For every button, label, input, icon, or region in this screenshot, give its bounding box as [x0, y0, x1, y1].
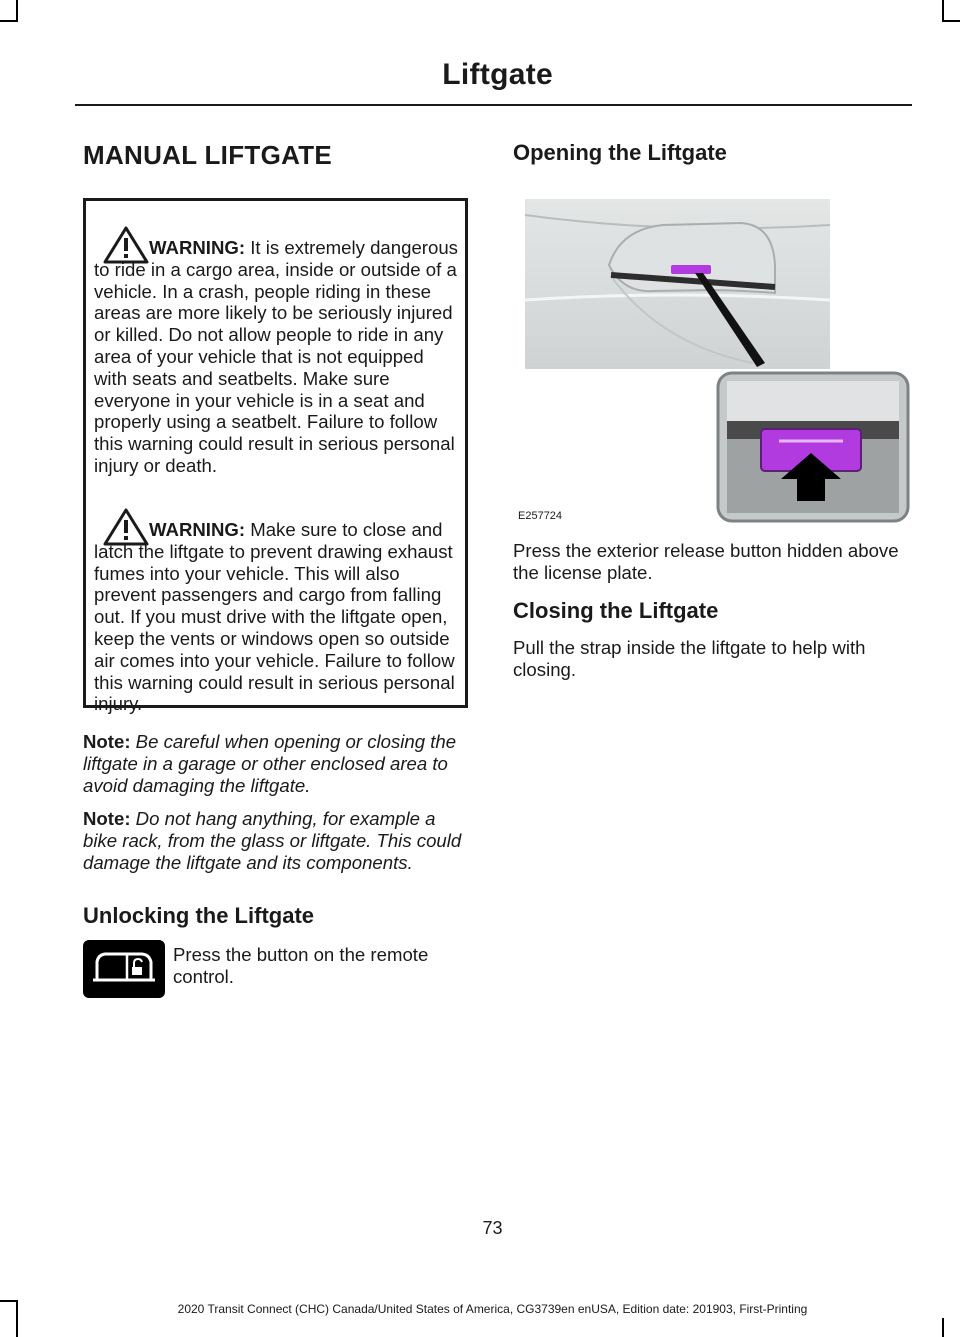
warning-text: Make sure to close and latch the liftgate to prevent drawing exhaust fumes into your vehicle. This will also prevent passengers and cargo from falling out. If you must drive with the liftgate open, keep the vents or windows open so outside air comes into your vehicle. Failure to follow this warning could result in serious personal injury.: [94, 519, 455, 715]
figure-code: E257724: [518, 510, 563, 522]
note-paragraph: [83, 808, 468, 873]
crop-mark: [942, 20, 960, 22]
opening-instruction: [513, 540, 908, 584]
crop-mark: [942, 1318, 944, 1337]
warning-triangle-icon: [102, 225, 150, 265]
warning-label: WARNING:: [149, 519, 246, 540]
left-column: [83, 140, 473, 171]
warning-text: It is extremely dangerous to ride in a cargo area, inside or outside of a vehicle. In a crash, people riding in these areas are more likely to be seriously injured or killed. Do not allow people to ride in any area of your vehicle that is not equipped with seats and seatbelts. Make sure everyone in your vehicle is in a seat and properly using a seatbelt. Failure to follow this warning could result in serious personal injury or death.: [94, 237, 458, 476]
warning-box: [83, 198, 468, 715]
unlock-heading: Unlocking the Liftgate: [83, 903, 314, 928]
crop-mark: [942, 0, 944, 22]
unlock-section: [83, 903, 314, 929]
closing-instruction: [513, 637, 908, 681]
unlock-instruction: [173, 944, 473, 988]
crop-mark: [0, 20, 18, 22]
closing-section: [513, 598, 718, 624]
crop-mark: [16, 0, 18, 22]
warning-item: [94, 237, 460, 477]
liftgate-release-illustration: [513, 195, 910, 525]
opening-heading: Opening the Liftgate: [513, 140, 727, 165]
warning-triangle-icon: [102, 507, 150, 547]
closing-heading: Closing the Liftgate: [513, 598, 719, 623]
warning-item: [94, 519, 460, 715]
page-title: Liftgate: [442, 58, 553, 91]
note-label: Note:: [83, 731, 131, 752]
note-text: Be careful when opening or closing the liftgate in a garage or other enclosed area to avoid damaging the liftgate.: [83, 731, 457, 796]
opening-text: Press the exterior release button hidden above the license plate.: [513, 540, 899, 583]
note-paragraph: [83, 731, 468, 796]
remote-liftgate-unlock-icon: [83, 940, 165, 998]
unlock-text: Press the button on the remote control.: [173, 944, 429, 987]
warning-label: WARNING:: [149, 237, 246, 258]
closing-text: Pull the strap inside the liftgate to help with closing.: [513, 637, 866, 680]
note-label: Note:: [83, 808, 131, 829]
right-column: [513, 140, 913, 166]
header-divider: [75, 104, 912, 106]
section-heading: MANUAL LIFTGATE: [83, 140, 333, 170]
note-text: Do not hang anything, for example a bike rack, from the glass or liftgate. This could damage the liftgate and its components.: [83, 808, 462, 873]
page-number: 73: [482, 1218, 503, 1238]
footer-edition: 2020 Transit Connect (CHC) Canada/United States of America, CG3739en enUSA, Edition date: 201903, First-Printing: [177, 1302, 808, 1316]
